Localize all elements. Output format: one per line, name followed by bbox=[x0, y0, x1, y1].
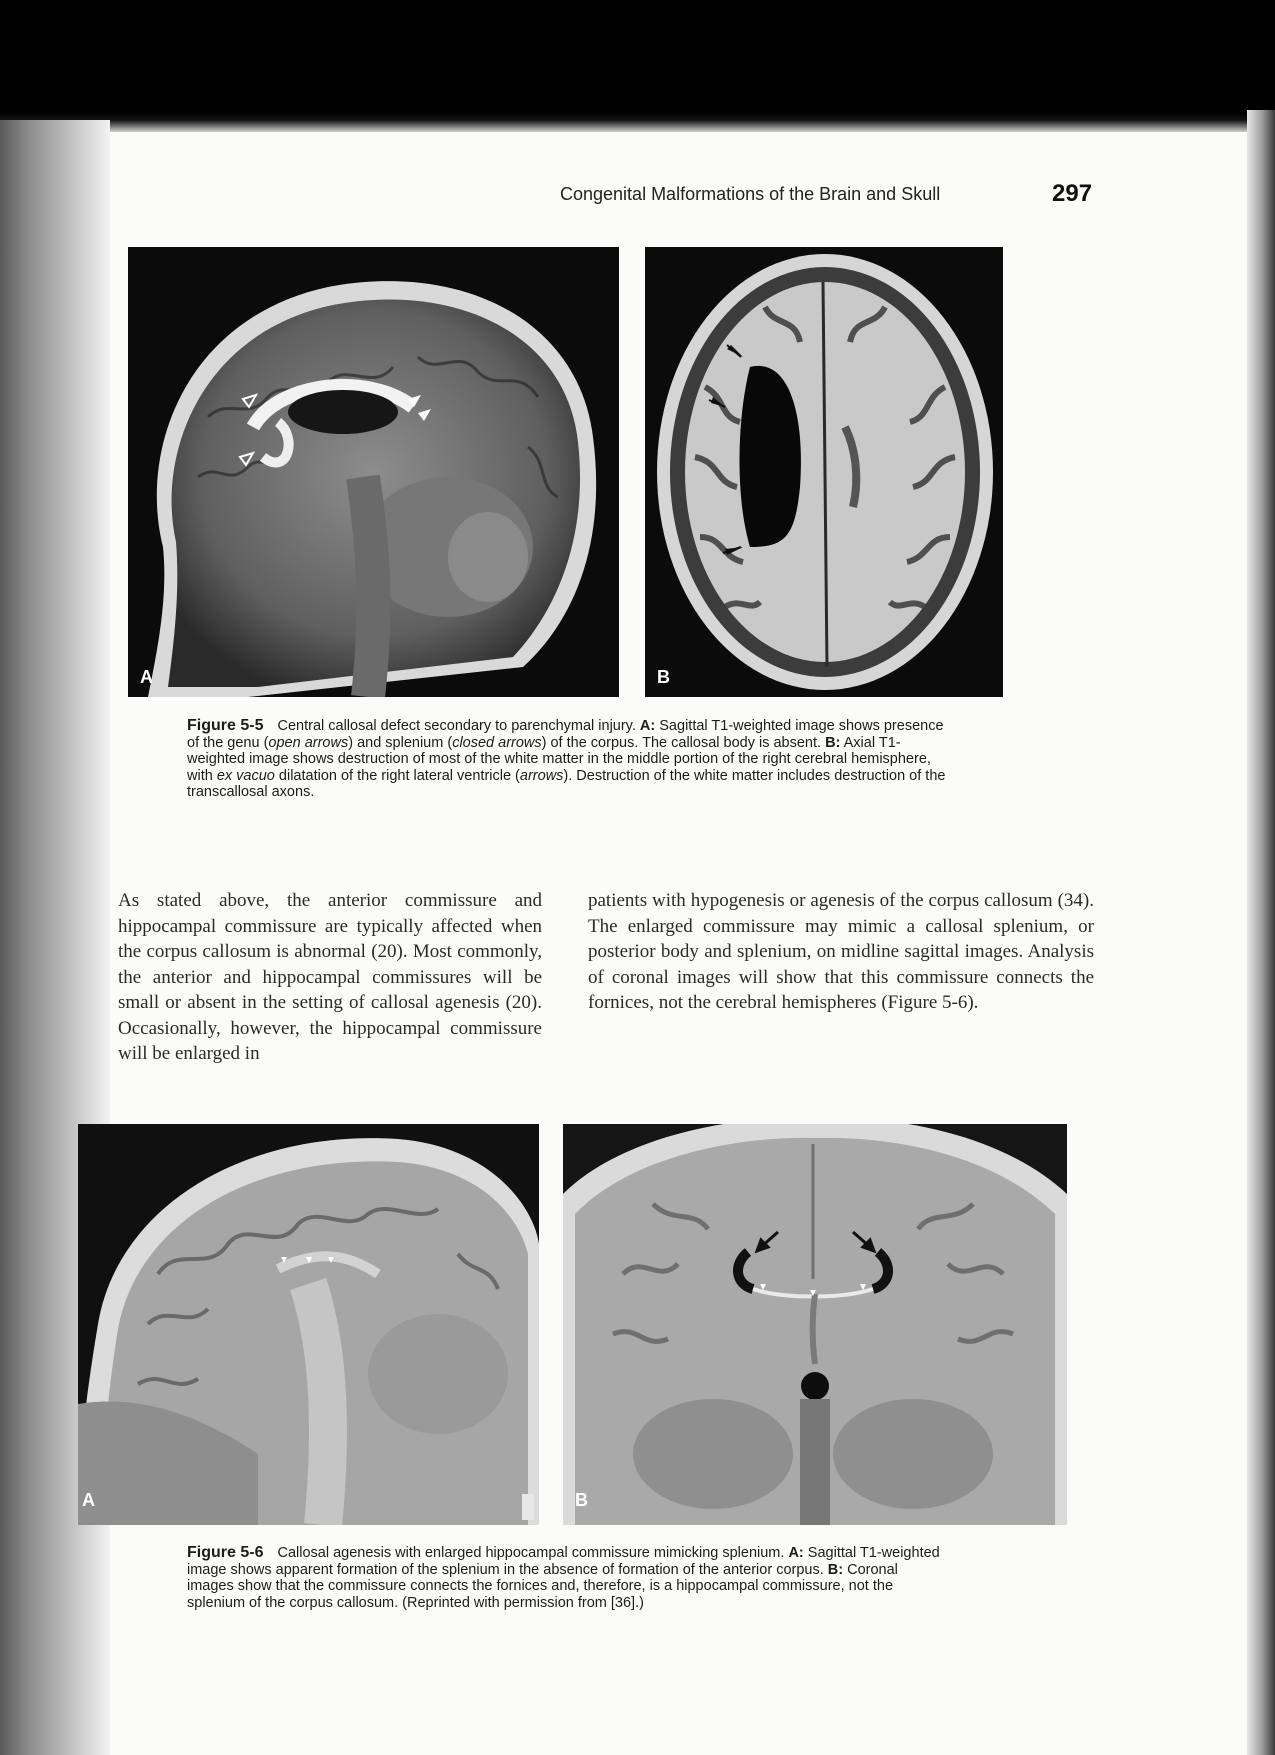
figure-5-5-panel-a-image bbox=[128, 247, 619, 697]
figure-5-5-caption bbox=[187, 718, 947, 801]
sagittal-mri-illustration bbox=[128, 247, 619, 697]
figure-5-5-part-b-em-1: ex vacuo bbox=[216, 767, 275, 784]
figure-5-5-part-b-text-1: Axial T1-weighted image shows destruction of most of the white matter in the middle portion of the right cerebral hemisphere, with bbox=[187, 734, 931, 784]
figure-5-5-part-b-text-3: ). Destruction of the white matter includes destruction of the transcallosal axons. bbox=[187, 767, 946, 800]
figure-5-5-part-a-text-3: ) of the corpus. The callosal body is absent. bbox=[541, 734, 822, 751]
figure-5-6-panel-a-image bbox=[78, 1124, 539, 1525]
scan-page-edge-shadow bbox=[1247, 110, 1275, 1755]
figure-5-5-part-a-em-2: closed arrows bbox=[452, 734, 542, 751]
sagittal-mri-illustration-2 bbox=[78, 1124, 539, 1525]
figure-5-6-caption bbox=[187, 1545, 947, 1611]
figure-5-6-panel-a-letter: A bbox=[82, 1490, 95, 1510]
figure-5-6-title: Callosal agenesis with enlarged hippocampal commissure mimicking splenium. bbox=[277, 1545, 785, 1561]
figure-5-5-panel-b-letter: B bbox=[657, 667, 670, 687]
figure-5-5-part-b-label: B: bbox=[825, 734, 841, 751]
axial-mri-illustration bbox=[645, 247, 1003, 697]
coronal-mri-illustration bbox=[563, 1124, 1067, 1525]
figure-5-5-part-a-label: A: bbox=[639, 718, 656, 734]
figure-5-6-part-a-text: Sagittal T1-weighted image shows apparent formation of the splenium in the absence of formation of the anterior corpus. bbox=[187, 1545, 940, 1578]
figure-5-5-part-a-text-1: Sagittal T1-weighted image shows presence of the genu ( bbox=[187, 718, 944, 751]
figure-5-6-label: Figure 5-6 bbox=[187, 1544, 264, 1561]
scan-top-shadow bbox=[0, 0, 1275, 126]
body-text-left-column: As stated above, the anterior commissure and hippocampal commissure are typically affected when the corpus callosum is abnormal (20). Most commonly, the anterior and hippocampal commissures will be small or absent in the setting of callosal agenesis (20). Occasionally, however, the hippocampal commissure will be enlarged in bbox=[118, 890, 542, 1064]
figure-5-6-panel-b-image bbox=[563, 1124, 1067, 1525]
figure-5-5-title: Central callosal defect secondary to parenchymal injury. bbox=[277, 718, 636, 734]
figure-5-5-part-b-em-2: arrows bbox=[519, 767, 564, 784]
figure-5-5-label: Figure 5-5 bbox=[187, 717, 264, 734]
scan-top-shadow-edge bbox=[0, 112, 1275, 132]
figure-5-5-part-b-text-2: dilatation of the right lateral ventricle ( bbox=[278, 767, 520, 784]
figure-5-5-panel-a-letter: A bbox=[140, 667, 153, 687]
body-text-right-column: patients with hypogenesis or agenesis of the corpus callosum (34). The enlarged commissure may mimic a callosal splenium, or posterior body and splenium, on midline sagittal images. Analysis of coronal images will show that this commissure connects the fornices, not the cerebral hemispheres (Figure 5-6). bbox=[588, 890, 1094, 1013]
figure-5-5-part-a-text-2: ) and splenium ( bbox=[348, 734, 453, 751]
running-header-title: Congenital Malformations of the Brain and Skull bbox=[560, 184, 941, 204]
figure-5-6-part-b-label: B: bbox=[827, 1561, 844, 1578]
figure-5-6-part-a-label: A: bbox=[788, 1545, 804, 1561]
figure-5-5-part-a-em-1: open arrows bbox=[268, 734, 349, 751]
figure-5-5-panel-b-image bbox=[645, 247, 1003, 697]
page-number: 297 bbox=[1052, 180, 1093, 207]
figure-5-6-part-b-text: Coronal images show that the commissure connects the fornices and, therefore, is a hippocampal commissure, not the splenium of the corpus callosum. (Reprinted with permission from [36].) bbox=[187, 1561, 898, 1611]
figure-5-6-panel-b-letter: B bbox=[575, 1490, 588, 1510]
